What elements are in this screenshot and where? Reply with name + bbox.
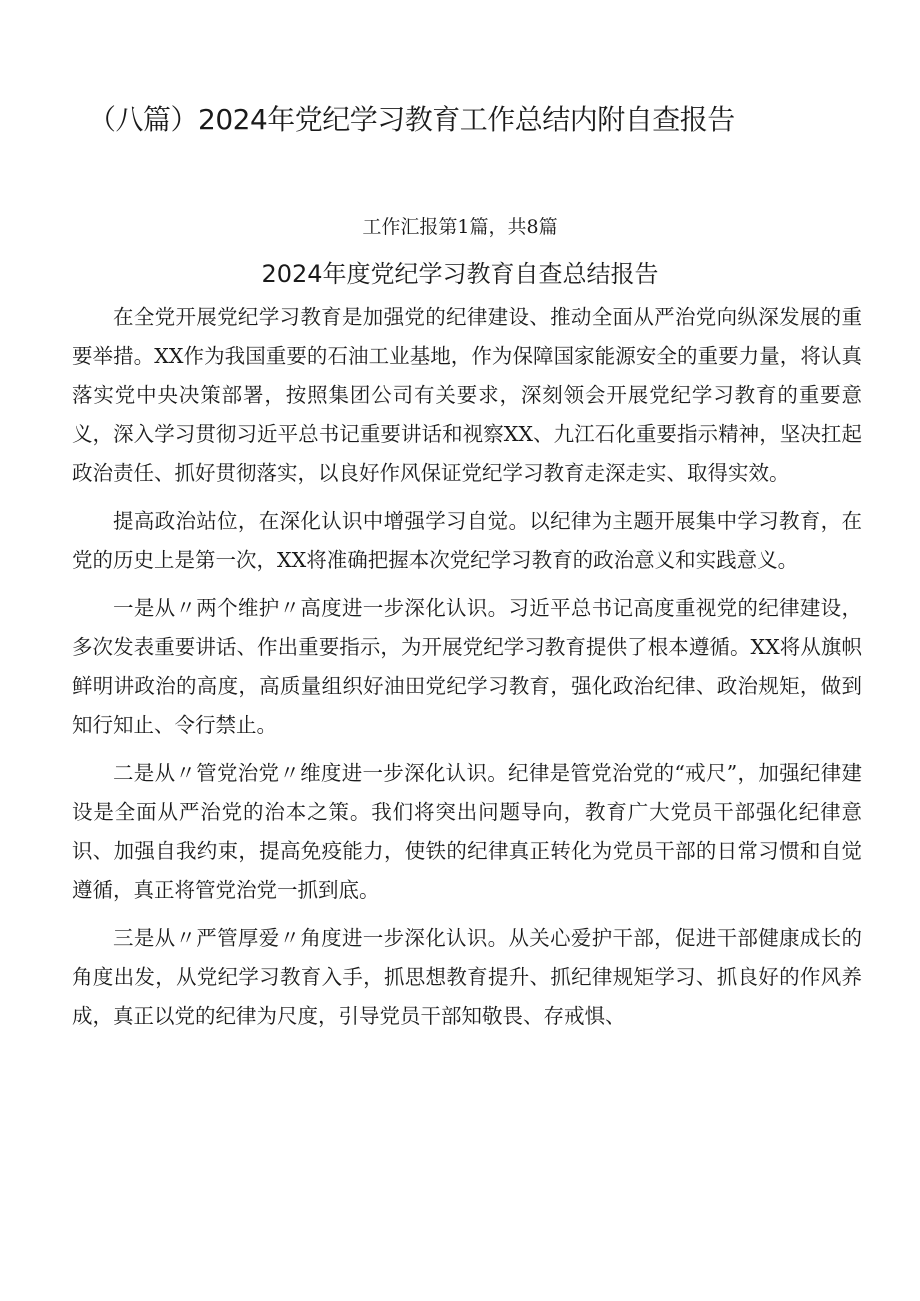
- report-title: 2024年度党纪学习教育自查总结报告: [261, 260, 659, 288]
- body-paragraph: 提高政治站位，在深化认识中增强学习自觉。以纪律为主题开展集中学习教育，在党的历史上是第一次，XX将准确把握本次党纪学习教育的政治意义和实践意义。: [72, 509, 862, 572]
- body-paragraph: 二是从〃管党治党〃维度进一步深化认识。纪律是管党治党的“戒尺”，加强纪律建设是全面从严治党的治本之策。我们将突出问题导向，教育广大党员干部强化纪律意识、加强自我约束，提高免疫能力，使铁的纪律真正转化为党员干部的日常习惯和自觉遵循，真正将管党治党一抓到底。: [72, 761, 862, 902]
- section-indicator: 工作汇报第1篇，共8篇: [362, 216, 558, 238]
- body-paragraph: 一是从〃两个维护〃高度进一步深化认识。习近平总书记高度重视党的纪律建设，多次发表重要讲话、作出重要指示，为开展党纪学习教育提供了根本遵循。XX将从旗帜鲜明讲政治的高度，高质量组织好油田党纪学习教育，强化政治纪律、政治规矩，做到知行知止、令行禁止。: [72, 596, 862, 737]
- report-body: [72, 298, 862, 1045]
- body-paragraph: 三是从〃严管厚爱〃角度进一步深化认识。从关心爱护干部，促进干部健康成长的角度出发，从党纪学习教育入手，抓思想教育提升、抓纪律规矩学习、抓良好的作风养成，真正以党的纪律为尺度，引导党员干部知敬畏、存戒惧、: [72, 926, 862, 1028]
- body-paragraph: 在全党开展党纪学习教育是加强党的纪律建设、推动全面从严治党向纵深发展的重要举措。XX作为我国重要的石油工业基地，作为保障国家能源安全的重要力量，将认真落实党中央决策部署，按照集团公司有关要求，深刻领会开展党纪学习教育的重要意义，深入学习贯彻习近平总书记重要讲话和视察XX、九江石化重要指示精神，坚决扛起政治责任、抓好贯彻落实，以良好作风保证党纪学习教育走深走实、取得实效。: [72, 305, 862, 485]
- document-main-title: （八篇）2024年党纪学习教育工作总结内附自查报告: [88, 103, 735, 136]
